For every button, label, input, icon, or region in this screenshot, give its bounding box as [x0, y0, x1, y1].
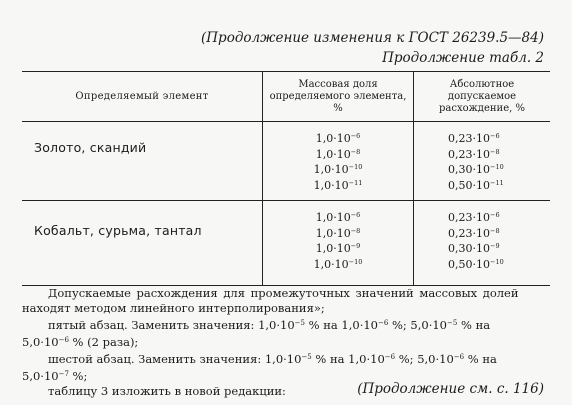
value: $0,50\cdot 10^{-10}$: [448, 257, 504, 271]
paragraph-line: $5,0\cdot 10^{-7}$ %;: [22, 369, 88, 383]
data-table: [22, 71, 550, 286]
table-continuation-label: Продолжение табл. 2: [382, 50, 544, 66]
value: $0,23\cdot 10^{-8}$: [448, 226, 500, 240]
paragraph-line: $5,0\cdot 10^{-6}$ % (2 раза);: [22, 335, 139, 349]
value: $1,0\cdot 10^{-6}$: [315, 211, 361, 224]
deviation-cell: [414, 122, 551, 201]
column-header-deviation: Абсолютное допускаемое расхождение, %: [414, 72, 551, 122]
element-name: Кобальт, сурьма, тантал: [22, 201, 263, 286]
value: $0,23\cdot 10^{-6}$: [448, 211, 500, 224]
element-name: Золото, скандий: [34, 140, 147, 155]
continuation-header: (Продолжение изменения к ГОСТ 26239.5—84): [201, 30, 544, 46]
paragraph-line: Допускаемые расхождения для промежуточных значений массовых долей: [48, 286, 519, 300]
value: $1,0\cdot 10^{-11}$: [313, 178, 363, 192]
table-row: [22, 201, 550, 286]
value: $0,30\cdot 10^{-9}$: [448, 242, 500, 255]
mass-fraction-cell: [263, 201, 414, 286]
column-header-mass-fraction: Массовая доля определяемого элемента, %: [263, 72, 414, 122]
deviation-cell: [414, 201, 551, 286]
value: $1,0\cdot 10^{-8}$: [315, 226, 361, 240]
paragraph-line: таблицу 3 изложить в новой редакции:: [48, 384, 286, 398]
value: $1,0\cdot 10^{-8}$: [315, 147, 361, 161]
value: $1,0\cdot 10^{-9}$: [315, 242, 361, 255]
table-row: [22, 122, 550, 201]
paragraph-line: находят методом линейного интерполирования»;: [22, 301, 325, 315]
value: $1,0\cdot 10^{-10}$: [313, 257, 363, 271]
table-header-row: [22, 72, 550, 122]
column-header-element: Определяемый элемент: [22, 72, 263, 122]
paragraph-line: пятый абзац. Заменить значения: $1,0\cdot 10^{-5}$ % на $1,0\cdot 10^{-6}$ %; $5,0\cdot 10^{-5}$ % на: [48, 318, 491, 332]
value: $1,0\cdot 10^{-6}$: [315, 132, 361, 145]
paragraph-line: шестой абзац. Заменить значения: $1,0\cdot 10^{-5}$ % на $1,0\cdot 10^{-6}$ %; $5,0\cdot 10^{-6}$ % на: [48, 352, 497, 366]
mass-fraction-cell: [263, 122, 414, 201]
value: $0,50\cdot 10^{-11}$: [448, 178, 504, 192]
value: $0,23\cdot 10^{-6}$: [448, 132, 500, 145]
value: $0,30\cdot 10^{-10}$: [448, 163, 504, 176]
value: $1,0\cdot 10^{-10}$: [313, 163, 363, 176]
continuation-footer: (Продолжение см. с. 116): [357, 381, 544, 397]
value: $0,23\cdot 10^{-8}$: [448, 147, 500, 161]
